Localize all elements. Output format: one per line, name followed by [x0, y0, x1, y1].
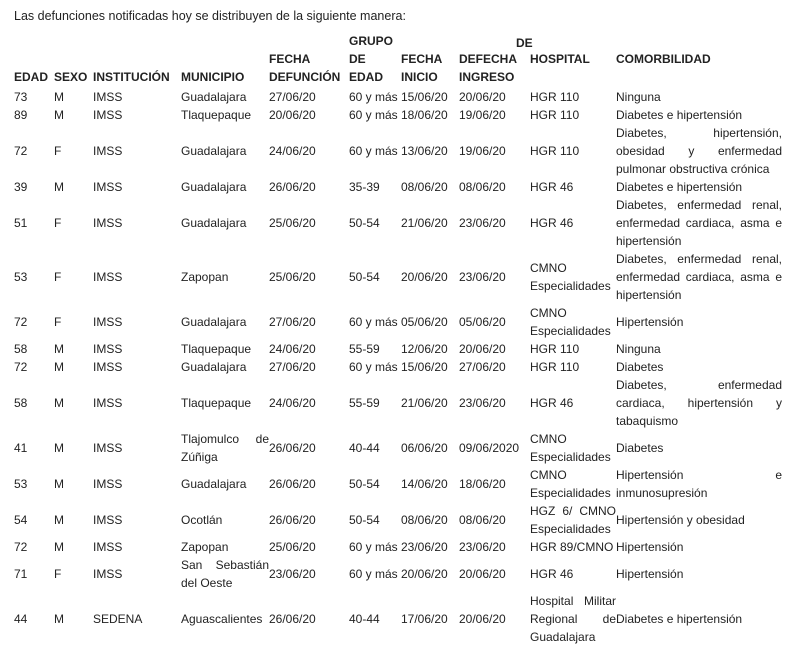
cell-hospital: HGR 46 [530, 396, 574, 410]
cell-hospital: HGR 46 [530, 180, 574, 194]
cell-comorbilidad: Diabetes [616, 441, 664, 455]
cell-grupo-edad: 60 y más [349, 315, 398, 329]
cell-grupo-edad: 40-44 [349, 441, 380, 455]
cell-fecha-defuncion: 24/06/20 [269, 396, 316, 410]
cell-grupo-edad: 60 y más [349, 567, 398, 581]
cell-sexo: M [54, 513, 64, 527]
cell-municipio: Tlaquepaque [181, 342, 252, 356]
cell-fecha-ingreso: 23/06/20 [459, 216, 506, 230]
cell-hospital: HGR 46 [530, 567, 574, 581]
cell-spacer [516, 502, 530, 538]
cell-spacer [516, 538, 530, 556]
header-sexo: SEXO [54, 70, 88, 84]
table-row [14, 340, 782, 358]
cell-institucion: IMSS [93, 315, 123, 329]
cell-institucion: IMSS [93, 360, 123, 374]
cell-comorbilidad: Diabetes [616, 360, 664, 374]
table-row [14, 376, 782, 430]
header-row [14, 32, 782, 88]
cell-grupo-edad: 60 y más [349, 144, 398, 158]
header-comorbilidad: COMORBILIDAD [616, 52, 711, 66]
cell-fecha-defuncion: 24/06/20 [269, 144, 316, 158]
cell-spacer [516, 466, 530, 502]
cell-municipio: Guadalajara [181, 90, 247, 104]
cell-grupo-edad: 50-54 [349, 477, 380, 491]
cell-fecha-ingreso: 20/06/20 [459, 567, 506, 581]
cell-spacer [516, 304, 530, 340]
cell-municipio: Guadalajara [181, 360, 247, 374]
cell-hospital: HGR 110 [530, 144, 580, 158]
cell-edad: 72 [14, 144, 28, 158]
cell-fecha-defuncion: 26/06/20 [269, 513, 316, 527]
cell-edad: 54 [14, 513, 28, 527]
cell-edad: 44 [14, 612, 28, 626]
cell-sexo: M [54, 90, 64, 104]
cell-comorbilidad: Diabetes, enfermedad cardiaca, hipertensión y tabaquismo [616, 378, 782, 428]
cell-edad: 72 [14, 360, 28, 374]
cell-fecha-inicio: 23/06/20 [401, 540, 448, 554]
cell-sexo: F [54, 144, 62, 158]
cell-fecha-defuncion: 20/06/20 [269, 108, 316, 122]
cell-spacer [516, 376, 530, 430]
cell-comorbilidad: Hipertensión [616, 315, 684, 329]
cell-comorbilidad: Diabetes, enfermedad renal, enfermedad cardiaca, asma e hipertensión [616, 198, 782, 248]
cell-spacer [516, 178, 530, 196]
cell-spacer [516, 106, 530, 124]
cell-hospital: HGR 110 [530, 360, 580, 374]
cell-hospital: HGZ 6/ CMNO Especialidades [530, 504, 616, 536]
cell-institucion: IMSS [93, 144, 123, 158]
cell-comorbilidad: Diabetes, enfermedad renal, enfermedad cardiaca, asma e hipertensión [616, 252, 782, 302]
cell-fecha-ingreso: 08/06/20 [459, 180, 506, 194]
cell-grupo-edad: 55-59 [349, 396, 380, 410]
cell-sexo: M [54, 108, 64, 122]
cell-grupo-edad: 60 y más [349, 108, 398, 122]
cell-fecha-ingreso: 08/06/20 [459, 513, 506, 527]
header-fecha-defuncion: FECHA DEFUNCIÓN [269, 52, 341, 84]
cell-edad: 53 [14, 270, 28, 284]
cell-fecha-ingreso: 20/06/20 [459, 90, 506, 104]
cell-fecha-defuncion: 27/06/20 [269, 90, 316, 104]
cell-institucion: IMSS [93, 108, 123, 122]
cell-sexo: M [54, 180, 64, 194]
cell-institucion: IMSS [93, 342, 123, 356]
header-fecha-inicio: FECHA INICIO [401, 52, 442, 84]
cell-spacer [516, 340, 530, 358]
cell-institucion: SEDENA [93, 612, 143, 626]
cell-fecha-defuncion: 26/06/20 [269, 612, 316, 626]
table-row [14, 358, 782, 376]
cell-hospital: HGR 46 [530, 216, 574, 230]
cell-fecha-inicio: 17/06/20 [401, 612, 448, 626]
cell-institucion: IMSS [93, 441, 123, 455]
cell-municipio: Zapopan [181, 270, 229, 284]
cell-comorbilidad: Hipertensión y obesidad [616, 513, 745, 527]
cell-fecha-ingreso: 23/06/20 [459, 396, 506, 410]
cell-institucion: IMSS [93, 567, 123, 581]
cell-grupo-edad: 60 y más [349, 90, 398, 104]
cell-municipio: Guadalajara [181, 477, 247, 491]
cell-municipio: Guadalajara [181, 216, 247, 230]
cell-edad: 71 [14, 567, 28, 581]
cell-grupo-edad: 55-59 [349, 342, 380, 356]
cell-fecha-inicio: 15/06/20 [401, 90, 448, 104]
cell-fecha-inicio: 05/06/20 [401, 315, 448, 329]
cell-fecha-defuncion: 23/06/20 [269, 567, 316, 581]
cell-fecha-defuncion: 26/06/20 [269, 180, 316, 194]
cell-spacer [516, 556, 530, 592]
cell-fecha-ingreso: 27/06/20 [459, 360, 506, 374]
cell-edad: 72 [14, 540, 28, 554]
cell-grupo-edad: 50-54 [349, 270, 380, 284]
table-row [14, 304, 782, 340]
cell-spacer [516, 358, 530, 376]
cell-sexo: F [54, 270, 62, 284]
cell-hospital: CMNO Especialidades [530, 468, 611, 500]
cell-edad: 41 [14, 441, 28, 455]
cell-fecha-ingreso: 18/06/20 [459, 477, 506, 491]
cell-grupo-edad: 60 y más [349, 540, 398, 554]
cell-institucion: IMSS [93, 540, 123, 554]
cell-fecha-inicio: 14/06/20 [401, 477, 448, 491]
cell-fecha-ingreso: 19/06/20 [459, 108, 506, 122]
cell-spacer [516, 196, 530, 250]
cell-comorbilidad: Diabetes e hipertensión [616, 612, 743, 626]
cell-fecha-inicio: 20/06/20 [401, 270, 448, 284]
table-row [14, 88, 782, 106]
table-row [14, 592, 782, 646]
cell-hospital: CMNO Especialidades [530, 306, 611, 338]
cell-municipio: Guadalajara [181, 180, 247, 194]
cell-institucion: IMSS [93, 513, 123, 527]
header-institucion: INSTITUCIÓN [93, 70, 170, 84]
cell-fecha-inicio: 06/06/20 [401, 441, 448, 455]
cell-edad: 73 [14, 90, 28, 104]
table-row [14, 250, 782, 304]
cell-sexo: F [54, 567, 62, 581]
table-row [14, 502, 782, 538]
cell-grupo-edad: 40-44 [349, 612, 380, 626]
table-row [14, 466, 782, 502]
cell-fecha-defuncion: 25/06/20 [269, 216, 316, 230]
cell-institucion: IMSS [93, 216, 123, 230]
cell-comorbilidad: Ninguna [616, 90, 661, 104]
cell-fecha-defuncion: 27/06/20 [269, 315, 316, 329]
cell-comorbilidad: Hipertensión [616, 540, 684, 554]
cell-grupo-edad: 35-39 [349, 180, 380, 194]
cell-sexo: M [54, 342, 64, 356]
cell-comorbilidad: Hipertensión [616, 567, 684, 581]
cell-sexo: M [54, 477, 64, 491]
header-hospital: HOSPITAL [530, 52, 590, 66]
cell-hospital: Hospital Militar Regional de Guadalajara [530, 594, 616, 644]
cell-fecha-inicio: 12/06/20 [401, 342, 448, 356]
cell-municipio: Tlajomulco de Zúñiga [181, 432, 269, 464]
cell-institucion: IMSS [93, 180, 123, 194]
cell-municipio: Tlaquepaque [181, 108, 252, 122]
table-row [14, 430, 782, 466]
cell-comorbilidad: Hipertensión e inmunosupresión [616, 468, 782, 500]
cell-grupo-edad: 50-54 [349, 513, 380, 527]
cell-fecha-inicio: 15/06/20 [401, 360, 448, 374]
cell-institucion: IMSS [93, 477, 123, 491]
cell-municipio: Guadalajara [181, 315, 247, 329]
cell-institucion: IMSS [93, 270, 123, 284]
cell-fecha-inicio: 20/06/20 [401, 567, 448, 581]
header-grupo-edad: GRUPO DE EDAD [349, 34, 394, 84]
cell-sexo: M [54, 441, 64, 455]
cell-hospital: HGR 110 [530, 342, 580, 356]
table-row [14, 556, 782, 592]
table-row [14, 178, 782, 196]
table-row [14, 196, 782, 250]
cell-edad: 58 [14, 396, 28, 410]
cell-fecha-inicio: 13/06/20 [401, 144, 448, 158]
header-fecha-ingreso: DEFECHA INGRESO [459, 52, 517, 84]
cell-fecha-ingreso: 09/06/2020 [459, 441, 520, 455]
cell-fecha-ingreso: 19/06/20 [459, 144, 506, 158]
cell-comorbilidad: Diabetes e hipertensión [616, 180, 743, 194]
cell-fecha-inicio: 08/06/20 [401, 513, 448, 527]
header-edad: EDAD [14, 70, 49, 84]
cell-spacer [516, 592, 530, 646]
cell-edad: 89 [14, 108, 28, 122]
cell-fecha-ingreso: 05/06/20 [459, 315, 506, 329]
cell-fecha-inicio: 08/06/20 [401, 180, 448, 194]
table-row [14, 106, 782, 124]
cell-fecha-defuncion: 26/06/20 [269, 477, 316, 491]
cell-fecha-inicio: 18/06/20 [401, 108, 448, 122]
cell-fecha-inicio: 21/06/20 [401, 396, 448, 410]
cell-spacer [516, 88, 530, 106]
cell-hospital: HGR 110 [530, 90, 580, 104]
cell-edad: 58 [14, 342, 28, 356]
cell-fecha-ingreso: 20/06/20 [459, 342, 506, 356]
cell-municipio: Aguascalientes [181, 612, 263, 626]
cell-fecha-ingreso: 23/06/20 [459, 270, 506, 284]
cell-hospital: CMNO Especialidades [530, 432, 611, 464]
cell-municipio: Guadalajara [181, 144, 247, 158]
cell-hospital: HGR 89/CMNO [530, 540, 614, 554]
cell-comorbilidad: Diabetes, hipertensión, obesidad y enfermedad pulmonar obstructiva crónica [616, 126, 782, 176]
table-body [14, 88, 782, 646]
cell-hospital: HGR 110 [530, 108, 580, 122]
cell-spacer [516, 250, 530, 304]
cell-sexo: F [54, 315, 62, 329]
cell-comorbilidad: Diabetes e hipertensión [616, 108, 743, 122]
cell-sexo: M [54, 540, 64, 554]
cell-fecha-inicio: 21/06/20 [401, 216, 448, 230]
table-row [14, 124, 782, 178]
header-de: DE [516, 36, 533, 50]
cell-fecha-defuncion: 25/06/20 [269, 270, 316, 284]
cell-fecha-ingreso: 20/06/20 [459, 612, 506, 626]
cell-edad: 39 [14, 180, 28, 194]
cell-sexo: M [54, 360, 64, 374]
cell-grupo-edad: 50-54 [349, 216, 380, 230]
cell-municipio: Ocotlán [181, 513, 223, 527]
deaths-table [14, 32, 782, 646]
cell-edad: 72 [14, 315, 28, 329]
cell-edad: 53 [14, 477, 28, 491]
cell-municipio: Tlaquepaque [181, 396, 252, 410]
intro-text: Las defunciones notificadas hoy se distribuyen de la siguiente manera: [14, 9, 406, 23]
cell-sexo: F [54, 216, 62, 230]
cell-spacer [516, 124, 530, 178]
header-municipio: MUNICIPIO [181, 70, 245, 84]
cell-edad: 51 [14, 216, 28, 230]
cell-municipio: San Sebastián del Oeste [181, 558, 269, 590]
cell-municipio: Zapopan [181, 540, 229, 554]
cell-fecha-ingreso: 23/06/20 [459, 540, 506, 554]
cell-fecha-defuncion: 27/06/20 [269, 360, 316, 374]
cell-institucion: IMSS [93, 396, 123, 410]
cell-grupo-edad: 60 y más [349, 360, 398, 374]
cell-institucion: IMSS [93, 90, 123, 104]
cell-hospital: CMNO Especialidades [530, 261, 611, 293]
cell-fecha-defuncion: 26/06/20 [269, 441, 316, 455]
cell-fecha-defuncion: 24/06/20 [269, 342, 316, 356]
cell-comorbilidad: Ninguna [616, 342, 661, 356]
cell-fecha-defuncion: 25/06/20 [269, 540, 316, 554]
cell-sexo: M [54, 612, 64, 626]
table-row [14, 538, 782, 556]
cell-sexo: M [54, 396, 64, 410]
